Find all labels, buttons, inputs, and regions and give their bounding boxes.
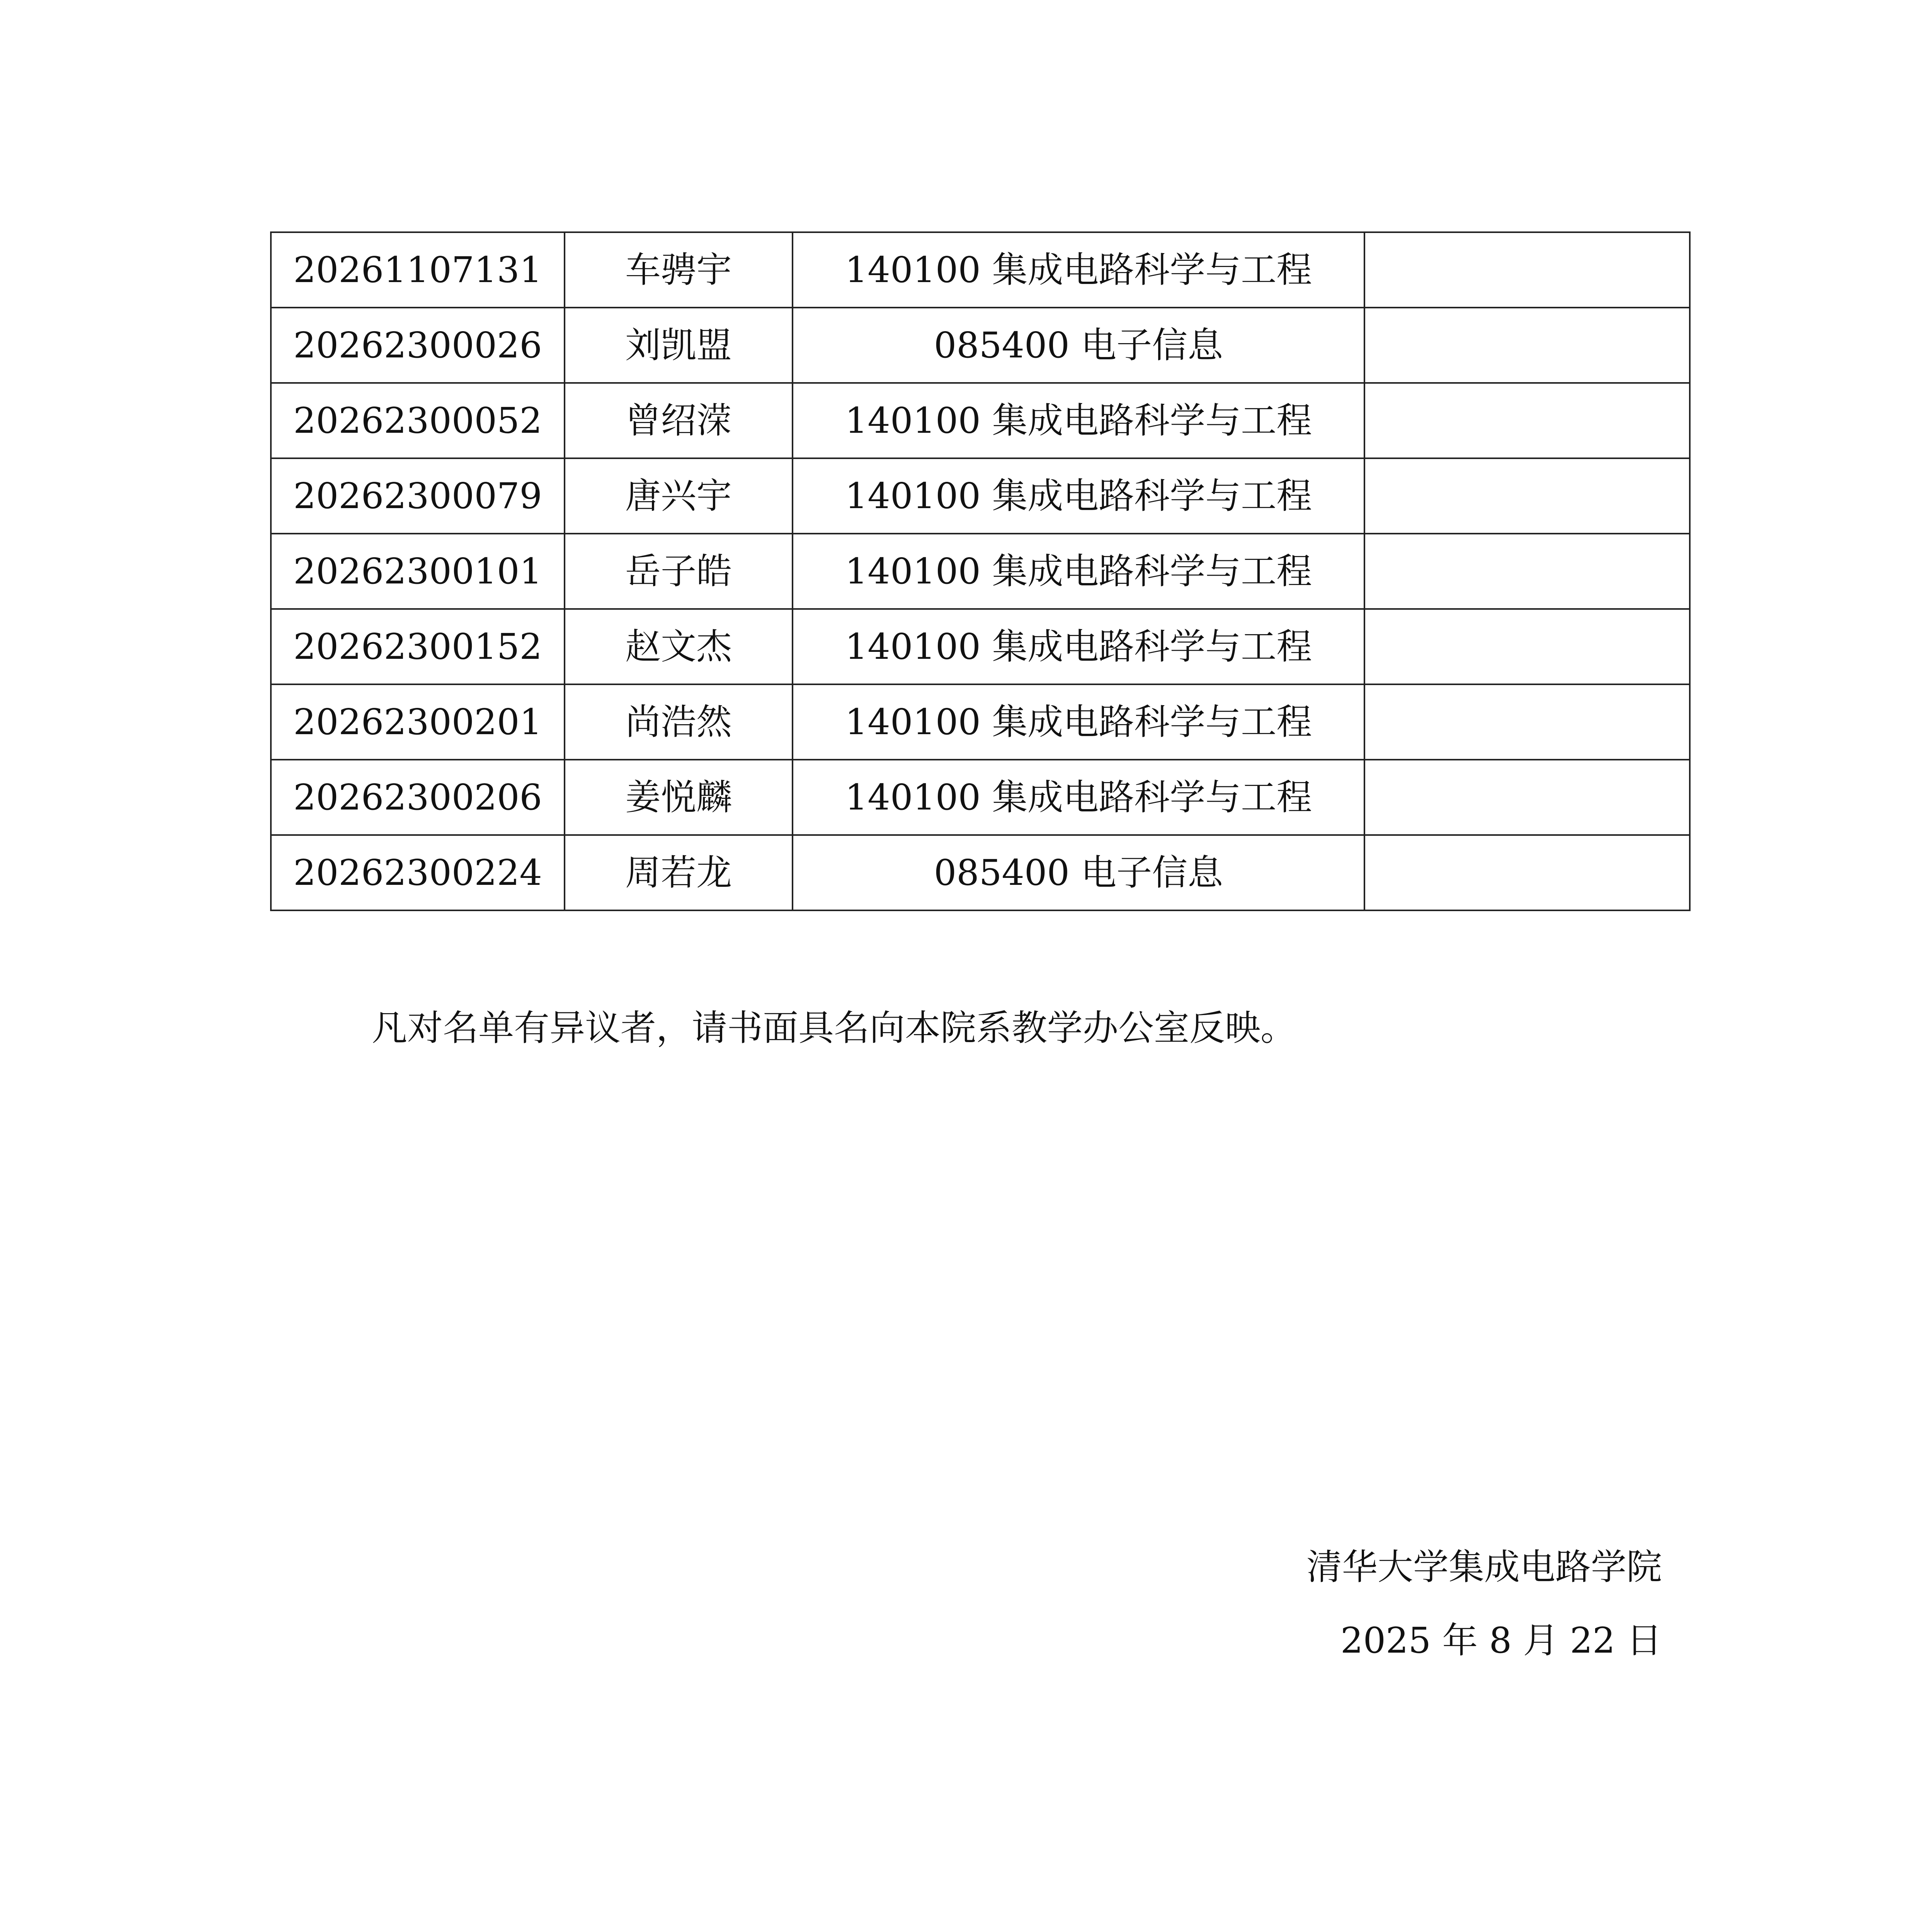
- signature-date: 2025 年 8 月 22 日: [1340, 1620, 1662, 1661]
- student-name-cell: 尚浩然: [565, 684, 793, 760]
- student-id-cell: 20262300101: [271, 534, 565, 609]
- major-cell: 140100 集成电路科学与工程: [793, 458, 1364, 534]
- major-cell: 140100 集成电路科学与工程: [793, 534, 1364, 609]
- note-cell: [1364, 534, 1690, 609]
- student-name-cell: 车骋宇: [565, 232, 793, 308]
- student-id-cell: 20261107131: [271, 232, 565, 308]
- student-name-cell: 姜悦麟: [565, 760, 793, 835]
- table-row: [271, 308, 1690, 383]
- note-cell: [1364, 383, 1690, 458]
- note-cell: [1364, 684, 1690, 760]
- table-row: [271, 835, 1690, 910]
- table-row: [271, 458, 1690, 534]
- note-cell: [1364, 232, 1690, 308]
- major-cell: 140100 集成电路科学与工程: [793, 760, 1364, 835]
- major-cell: 140100 集成电路科学与工程: [793, 232, 1364, 308]
- table-row: [271, 609, 1690, 684]
- major-cell: 085400 电子信息: [793, 835, 1364, 910]
- student-name-cell: 曾绍溁: [565, 383, 793, 458]
- student-name-cell: 周若龙: [565, 835, 793, 910]
- student-name-cell: 唐兴宇: [565, 458, 793, 534]
- student-id-cell: 20262300052: [271, 383, 565, 458]
- student-name-cell: 刘凯盟: [565, 308, 793, 383]
- table-row: [271, 760, 1690, 835]
- table-row: [271, 684, 1690, 760]
- student-id-cell: 20262300224: [271, 835, 565, 910]
- student-id-cell: 20262300152: [271, 609, 565, 684]
- student-id-cell: 20262300079: [271, 458, 565, 534]
- table-row: [271, 383, 1690, 458]
- table-row: [271, 534, 1690, 609]
- student-name-cell: 赵文杰: [565, 609, 793, 684]
- note-cell: [1364, 835, 1690, 910]
- student-id-cell: 20262300206: [271, 760, 565, 835]
- roster-table: [270, 231, 1691, 911]
- note-cell: [1364, 760, 1690, 835]
- major-cell: 140100 集成电路科学与工程: [793, 684, 1364, 760]
- note-cell: [1364, 609, 1690, 684]
- student-id-cell: 20262300026: [271, 308, 565, 383]
- major-cell: 140100 集成电路科学与工程: [793, 609, 1364, 684]
- note-cell: [1364, 458, 1690, 534]
- student-name-cell: 岳子皓: [565, 534, 793, 609]
- signature-organization: 清华大学集成电路学院: [1306, 1546, 1662, 1588]
- major-cell: 140100 集成电路科学与工程: [793, 383, 1364, 458]
- objection-notice: 凡对名单有异议者，请书面具名向本院系教学办公室反映。: [372, 1007, 1296, 1049]
- note-cell: [1364, 308, 1690, 383]
- major-cell: 085400 电子信息: [793, 308, 1364, 383]
- table-row: [271, 232, 1690, 308]
- student-id-cell: 20262300201: [271, 684, 565, 760]
